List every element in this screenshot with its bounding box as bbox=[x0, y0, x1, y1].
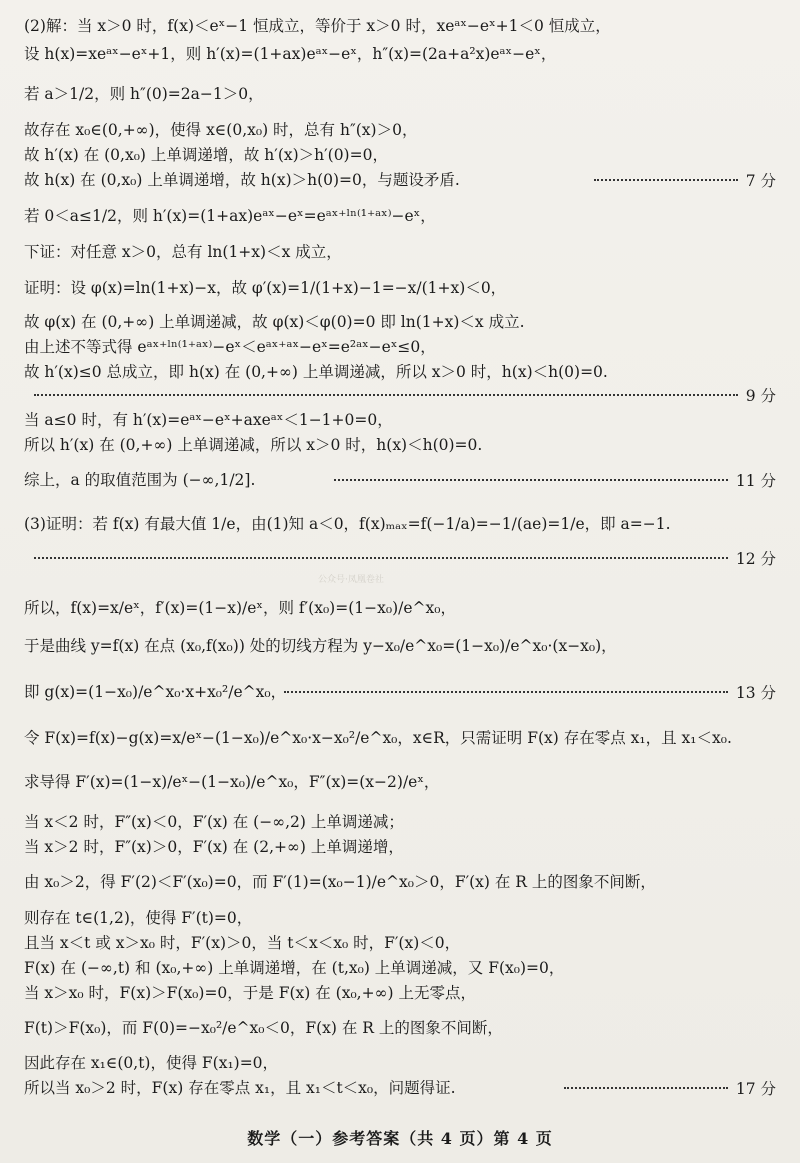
solution-line: (3)证明：若 f(x) 有最大值 1/e，由(1)知 a＜0，f(x)ₘₐₓ=f(−1/a)=−1/(ae)=1/e，即 a=−1. bbox=[24, 515, 671, 533]
score-leader bbox=[554, 1078, 776, 1098]
solution-line: 因此存在 x₁∈(0,t)，使得 F(x₁)=0， bbox=[24, 1054, 279, 1072]
score-leader bbox=[584, 170, 776, 190]
solution-line: 综上，a 的取值范围为 (−∞,1/2]. bbox=[24, 471, 256, 489]
solution-line: 由上述不等式得 eᵃˣ⁺ˡⁿ⁽¹⁺ᵃˣ⁾−eˣ＜eᵃˣ⁺ᵃˣ−eˣ=e²ᵃˣ−eˣ≤0， bbox=[24, 338, 436, 356]
solution-line: 证明：设 φ(x)=ln(1+x)−x，故 φ′(x)=1/(1+x)−1=−x/(1+x)＜0， bbox=[24, 279, 507, 297]
score-label: 12 分 bbox=[735, 550, 776, 568]
dotted-leader bbox=[284, 691, 728, 693]
watermark: 公众号·凤凰卷社 bbox=[318, 575, 384, 585]
solution-line: 若 0＜a≤1/2，则 h′(x)=(1+ax)eᵃˣ−eˣ=eᵃˣ⁺ˡⁿ⁽¹⁺ᵃˣ⁾−eˣ， bbox=[24, 207, 436, 225]
solution-line: 所以 h′(x) 在 (0,+∞) 上单调递减，所以 x＞0 时，h(x)＜h(0)=0. bbox=[24, 436, 483, 454]
dotted-leader bbox=[334, 479, 728, 481]
solution-line: 故 h(x) 在 (0,x₀) 上单调递增，故 h(x)＞h(0)=0，与题设矛盾. bbox=[24, 171, 460, 189]
solution-line: 故 h′(x)≤0 总成立，即 h(x) 在 (0,+∞) 上单调递减，所以 x＞0 时，h(x)＜h(0)=0. bbox=[24, 363, 608, 381]
solution-line: 当 a≤0 时，有 h′(x)=eᵃˣ−eˣ+axeᵃˣ＜1−1+0=0， bbox=[24, 411, 393, 429]
score-label: 17 分 bbox=[735, 1080, 776, 1098]
solution-line: 所以，f(x)=x/eˣ，f′(x)=(1−x)/eˣ，则 f′(x₀)=(1−x₀)/e^x₀， bbox=[24, 599, 456, 617]
solution-line: 若 a＞1/2，则 h″(0)=2a−1＞0， bbox=[24, 85, 264, 103]
dotted-leader bbox=[34, 557, 728, 559]
score-label: 13 分 bbox=[735, 684, 776, 702]
solution-line: 且当 x＜t 或 x＞x₀ 时，F′(x)＞0，当 t＜x＜x₀ 时，F′(x)＜0， bbox=[24, 934, 461, 952]
solution-line: F(t)＞F(x₀)，而 F(0)=−x₀²/e^x₀＜0，F(x) 在 R 上的图象不间断， bbox=[24, 1019, 503, 1037]
solution-line: 由 x₀＞2，得 F′(2)＜F′(x₀)=0，而 F′(1)=(x₀−1)/e^x₀＞0，F′(x) 在 R 上的图象不间断， bbox=[24, 873, 656, 891]
solution-line: (2)解：当 x＞0 时，f(x)＜eˣ−1 恒成立，等价于 x＞0 时，xeᵃˣ−eˣ+1＜0 恒成立， bbox=[24, 17, 611, 35]
solution-line: 下证：对任意 x＞0，总有 ln(1+x)＜x 成立， bbox=[24, 243, 342, 261]
solution-line: 当 x＜2 时，F″(x)＜0，F′(x) 在 (−∞,2) 上单调递减； bbox=[24, 813, 404, 831]
solution-line: F(x) 在 (−∞,t) 和 (x₀,+∞) 上单调递增，在 (t,x₀) 上单调递减，又 F(x₀)=0， bbox=[24, 959, 565, 977]
dotted-leader bbox=[34, 394, 738, 396]
solution-line: 当 x＞x₀ 时，F(x)＞F(x₀)=0，于是 F(x) 在 (x₀,+∞) 上无零点， bbox=[24, 984, 476, 1002]
solution-line: 求导得 F′(x)=(1−x)/eˣ−(1−x₀)/e^x₀，F″(x)=(x−2)/eˣ， bbox=[24, 773, 440, 791]
score-leader bbox=[24, 548, 776, 568]
solution-line: 于是曲线 y=f(x) 在点 (x₀,f(x₀)) 处的切线方程为 y−x₀/e^x₀=(1−x₀)/e^x₀·(x−x₀)， bbox=[24, 637, 617, 655]
solution-line: 令 F(x)=f(x)−g(x)=x/eˣ−(1−x₀)/e^x₀·x−x₀²/e^x₀，x∈R，只需证明 F(x) 存在零点 x₁，且 x₁＜x₀. bbox=[24, 729, 732, 747]
dotted-leader bbox=[564, 1087, 728, 1089]
solution-line: 则存在 t∈(1,2)，使得 F′(t)=0， bbox=[24, 909, 253, 927]
score-label: 11 分 bbox=[735, 472, 776, 490]
score-leader bbox=[274, 682, 776, 702]
solution-line: 故 h′(x) 在 (0,x₀) 上单调递增，故 h′(x)＞h′(0)=0， bbox=[24, 146, 388, 164]
dotted-leader bbox=[594, 179, 738, 181]
solution-line: 故 φ(x) 在 (0,+∞) 上单调递减，故 φ(x)＜φ(0)=0 即 ln(1+x)＜x 成立. bbox=[24, 313, 525, 331]
page-footer: 数学（一）参考答案（共 4 页）第 4 页 bbox=[247, 1129, 553, 1148]
solution-line: 故存在 x₀∈(0,+∞)，使得 x∈(0,x₀) 时，总有 h″(x)＞0， bbox=[24, 121, 418, 139]
score-label: 9 分 bbox=[745, 387, 776, 405]
score-leader bbox=[324, 470, 776, 490]
solution-line: 当 x＞2 时，F″(x)＞0，F′(x) 在 (2,+∞) 上单调递增， bbox=[24, 838, 404, 856]
solution-line: 所以当 x₀＞2 时，F(x) 存在零点 x₁，且 x₁＜t＜x₀，问题得证. bbox=[24, 1079, 456, 1097]
score-leader bbox=[24, 385, 776, 405]
solution-line: 即 g(x)=(1−x₀)/e^x₀·x+x₀²/e^x₀， bbox=[24, 683, 287, 701]
solution-line: 设 h(x)=xeᵃˣ−eˣ+1，则 h′(x)=(1+ax)eᵃˣ−eˣ，h″(x)=(2a+a²x)eᵃˣ−eˣ， bbox=[24, 45, 557, 63]
score-label: 7 分 bbox=[745, 172, 776, 190]
